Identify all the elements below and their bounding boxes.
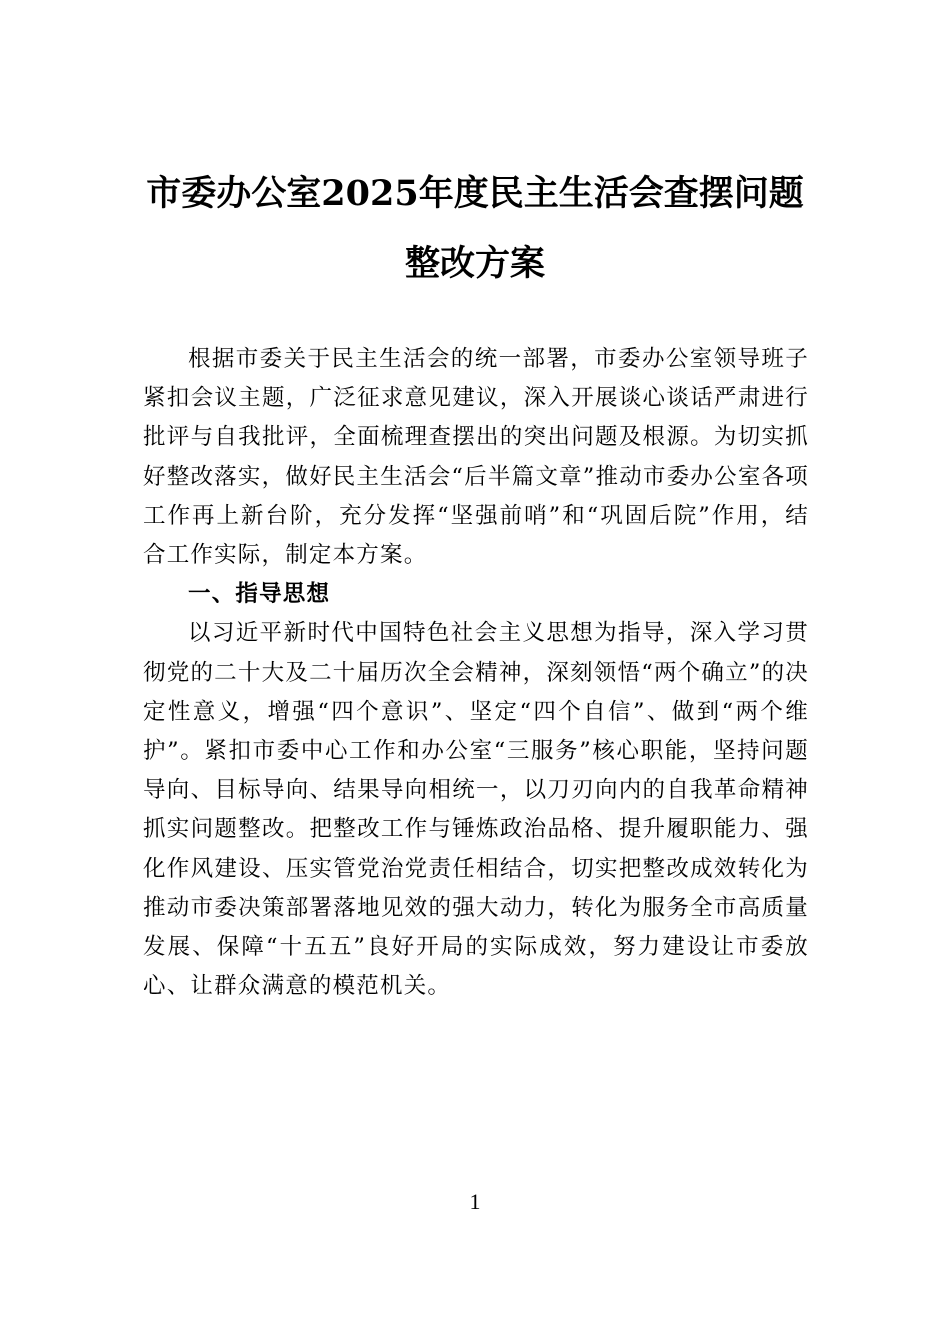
- page-number: 1: [469, 1189, 481, 1214]
- guiding-ideology-paragraph: 以习近平新时代中国特色社会主义思想为指导，深入学习贯彻党的二十大及二十届历次全会精神，深刻领悟“两个确立”的决定性意义，增强“四个意识”、坚定“四个自信”、做到“两个维护”。紧扣市委中心工作和办公室“三服务”核心职能，坚持问题导向、目标导向、结果导向相统一，以刀刃向内的自我革命精神抓实问题整改。把整改工作与锤炼政治品格、提升履职能力、强化作风建设、压实管党治党责任相结合，切实把整改成效转化为推动市委决策部署落地见效的强大动力，转化为服务全市高质量发展、保障“十五五”良好开局的实际成效，努力建设让市委放心、让群众满意的模范机关。: [143, 620, 809, 1000]
- document-body: [143, 340, 809, 1006]
- document-title-line-1: 市委办公室2025年度民主生活会查摆问题: [146, 173, 804, 214]
- section-heading-guiding-ideology: 一、指导思想: [188, 581, 331, 608]
- intro-paragraph: 根据市委关于民主生活会的统一部署，市委办公室领导班子紧扣会议主题，广泛征求意见建议，深入开展谈心谈话严肃进行批评与自我批评，全面梳理查摆出的突出问题及根源。为切实抓好整改落实，做好民主生活会“后半篇文章”推动市委办公室各项工作再上新台阶，充分发挥“坚强前哨”和“巩固后院”作用，结合工作实际，制定本方案。: [143, 346, 809, 569]
- document-title-line-2: 整改方案: [404, 243, 545, 284]
